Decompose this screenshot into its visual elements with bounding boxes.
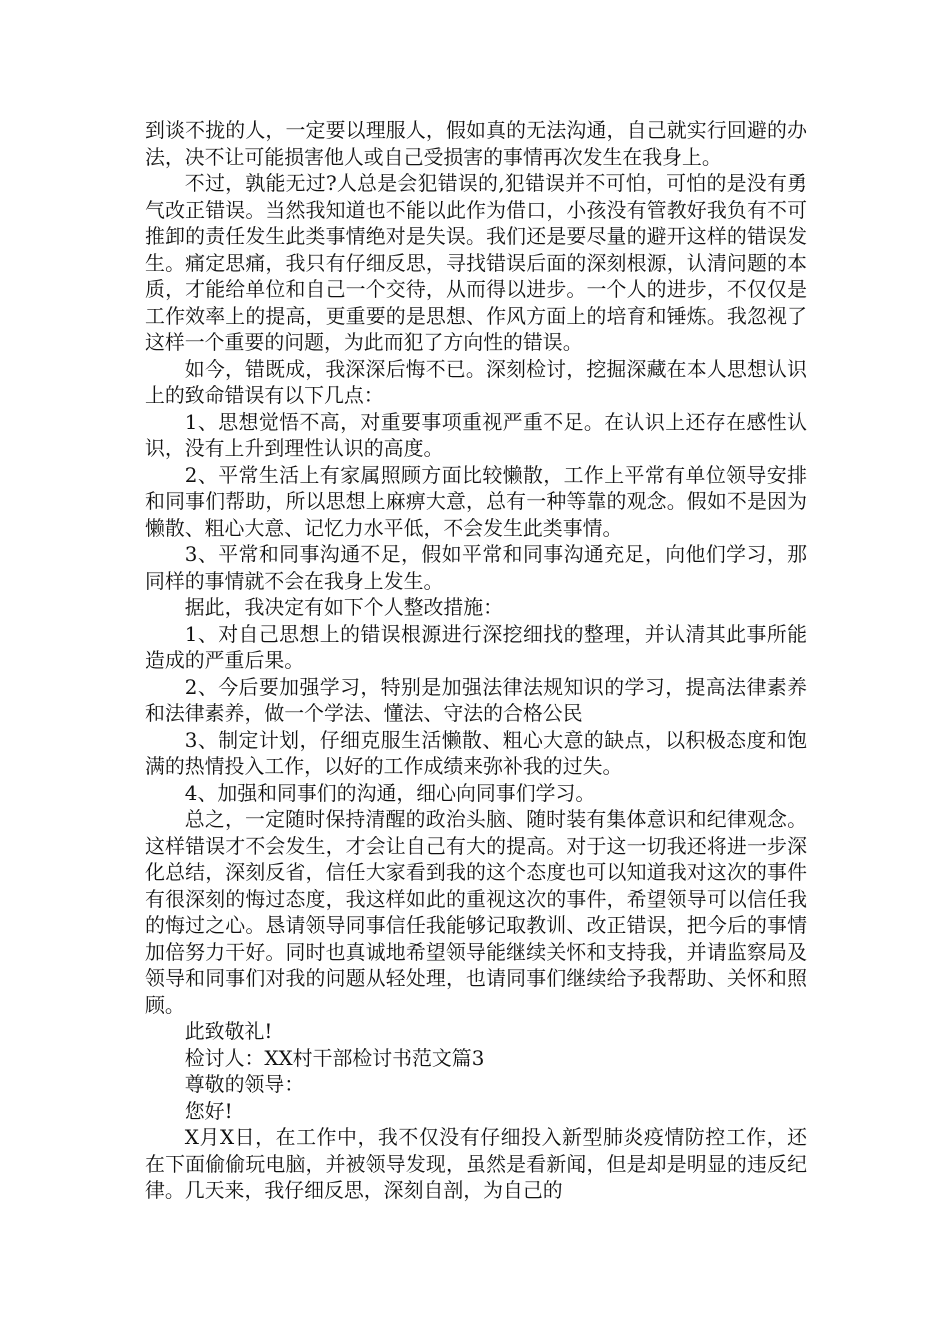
paragraph-9: 2、今后要加强学习，特别是加强法律法规知识的学习，提高法律素养和法律素养，做一个学法、懂法、守法的合格公民 — [145, 675, 807, 725]
paragraph-11: 4、加强和同事们的沟通，细心向同事们学习。 — [184, 781, 596, 805]
closing-salutation: 此致敬礼! — [184, 1020, 273, 1043]
paragraph-10: 3、制定计划，仔细克服生活懒散、粗心大意的缺点，以积极态度和饱满的热情投入工作，以好的工作成绩来弥补我的过失。 — [145, 728, 807, 778]
greeting-hello: 您好! — [184, 1099, 233, 1123]
signature-line: 检讨人：XX村干部检讨书范文篇3 — [184, 1046, 485, 1070]
document-body — [145, 118, 807, 1205]
paragraph-12: 总之，一定随时保持清醒的政治头脑、随时装有集体意识和纪律观念。这样错误才不会发生，才会让自己有大的提高。对于这一切我还将进一步深化总结，深刻反省，信任大家看到我的这个态度也可以知道我对这次的事件有很深刻的悔过态度，我这样如此的重视这次的事件，希望领导可以信任我的悔过之心。恳请领导同事信任我能够记取教训、改正错误，把今后的事情加倍努力干好。同时也真诚地希望领导能继续关怀和支持我，并请监察局及领导和同事们对我的问题从轻处理，也请同事们继续给予我帮助、关怀和照顾。 — [145, 808, 807, 1017]
paragraph-17: X月X日，在工作中，我不仅没有仔细投入新型肺炎疫情防控工作，还在下面偷偷玩电脑，并被领导发现，虽然是看新闻，但是却是明显的违反纪律。几天来，我仔细反思，深刻自剖，为自己的 — [145, 1126, 807, 1202]
paragraph-3: 如今，错既成，我深深后悔不已。深刻检讨，挖掘深藏在本人思想认识上的致命错误有以下几点： — [145, 357, 807, 407]
paragraph-2: 不过，孰能无过?人总是会犯错误的,犯错误并不可怕，可怕的是没有勇气改正错误。当然我知道也不能以此作为借口，小孩没有管教好我负有不可推卸的责任发生此类事情绝对是失误。我们还是要尽量的避开这样的错误发生。痛定思痛，我只有仔细反思，寻找错误后面的深刻根源，认清问题的本质，才能给单位和自己一个交待，从而得以进步。一个人的进步，不仅仅是工作效率上的提高，更重要的是思想、作风方面上的培育和锤炼。我忽视了这样一个重要的问题，为此而犯了方向性的错误。 — [145, 172, 807, 354]
paragraph-7: 据此，我决定有如下个人整改措施： — [184, 596, 504, 619]
paragraph-6: 3、平常和同事沟通不足，假如平常和同事沟通充足，向他们学习，那同样的事情就不会在我身上发生。 — [145, 543, 807, 593]
paragraph-8: 1、对自己思想上的错误根源进行深挖细找的整理，并认清其此事所能造成的严重后果。 — [145, 622, 807, 672]
paragraph-5: 2、平常生活上有家属照顾方面比较懒散，工作上平常有单位领导安排和同事们帮助，所以思想上麻痹大意，总有一种等靠的观念。假如不是因为懒散、粗心大意、记忆力水平低，不会发生此类事情。 — [145, 463, 807, 540]
paragraph-1: 到谈不拢的人，一定要以理服人，假如真的无法沟通，自己就实行回避的办法，决不让可能损害他人或自己受损害的事情再次发生在我身上。 — [145, 119, 807, 169]
greeting-line: 尊敬的领导： — [184, 1073, 305, 1096]
paragraph-4: 1、思想觉悟不高，对重要事项重视严重不足。在认识上还存在感性认识，没有上升到理性认识的高度。 — [145, 410, 807, 460]
